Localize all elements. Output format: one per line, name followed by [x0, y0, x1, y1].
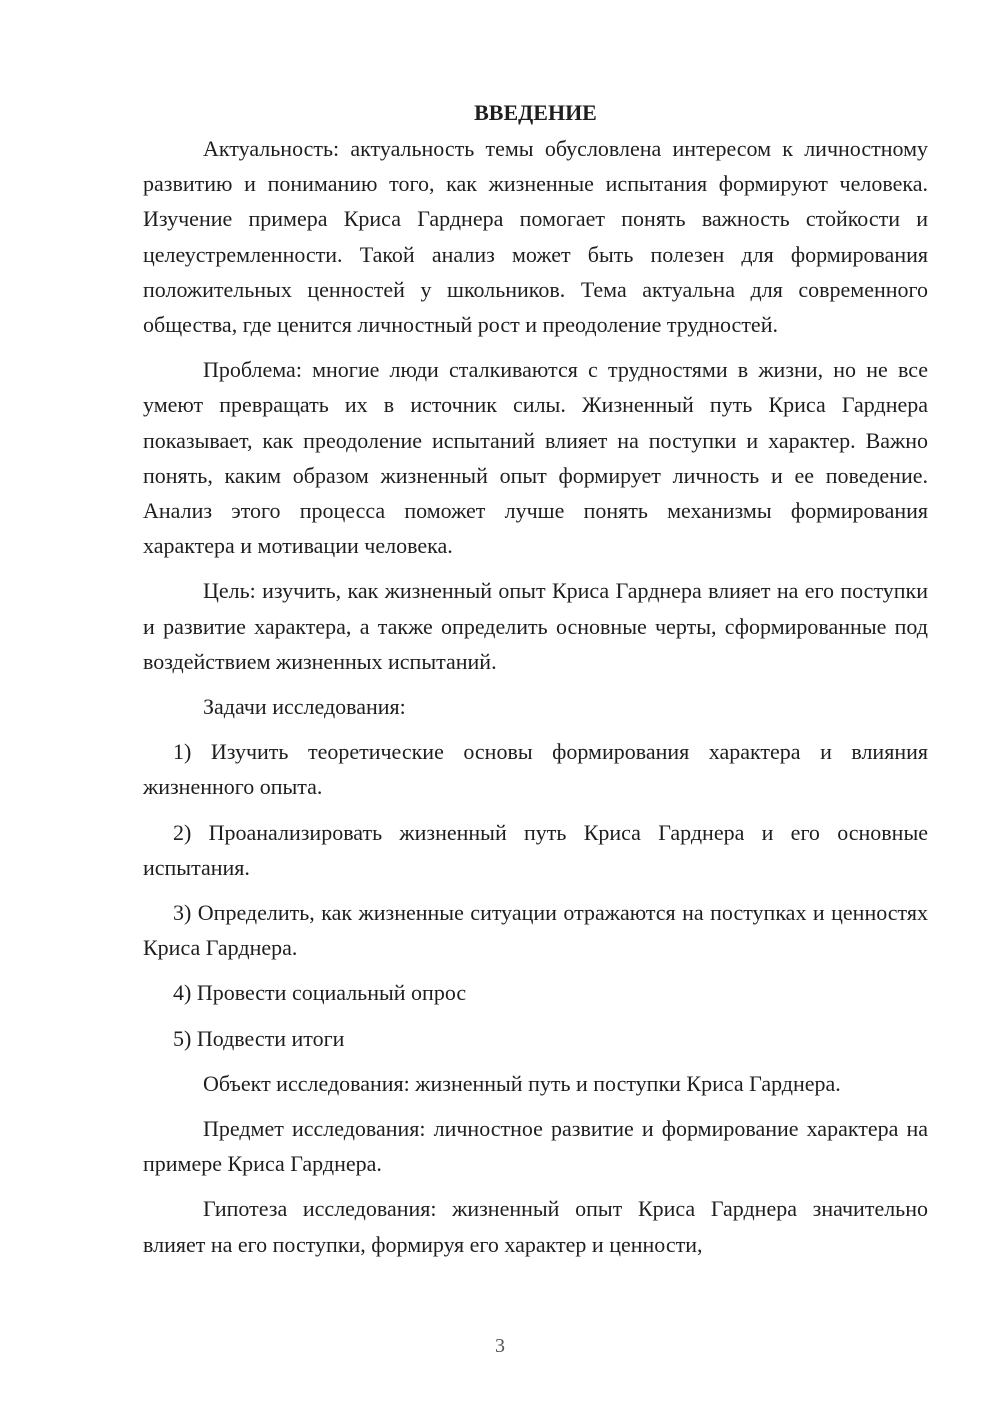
relevance-paragraph: Актуальность: актуальность темы обусловлена интересом к личностному развитию и пониманию того, как жизненные испытания формируют человека. Изучение примера Криса Гарднера помогает понять важность стойкости и целеустремленности. Такой анализ может быть полезен для формирования положительных ценностей у школьников. Тема актуальна для современного общества, где ценится личностный рост и преодоление трудностей.	[143, 136, 928, 338]
task-item-2: 2) Проанализировать жизненный путь Криса Гарднера и его основные испытания.	[143, 819, 928, 880]
object-paragraph: Объект исследования: жизненный путь и поступки Криса Гарднера.	[203, 1070, 841, 1096]
document-page	[143, 95, 928, 1272]
task-item-4: 4) Провести социальный опрос	[173, 980, 467, 1006]
task-item-3: 3) Определить, как жизненные ситуации отражаются на поступках и ценностях Криса Гарднера.	[143, 900, 928, 961]
hypothesis-paragraph: Гипотеза исследования: жизненный опыт Криса Гарднера значительно влияет на его поступки, формируя его характер и ценности,	[143, 1196, 928, 1257]
goal-paragraph: Цель: изучить, как жизненный опыт Криса Гарднера влияет на его поступки и развитие характера, а также определить основные черты, сформированные под воздействием жизненных испытаний.	[143, 578, 928, 674]
section-title: ВВЕДЕНИЕ	[474, 100, 597, 125]
problem-paragraph: Проблема: многие люди сталкиваются с трудностями в жизни, но не все умеют превращать их в источник силы. Жизненный путь Криса Гарднера показывает, как преодоление испытаний влияет на поступки и характер. Важно понять, каким образом жизненный опыт формирует личность и ее поведение. Анализ этого процесса поможет лучше понять механизмы формирования характера и мотивации человека.	[143, 357, 928, 559]
task-item-5: 5) Подвести итоги	[173, 1025, 345, 1051]
tasks-heading: Задачи исследования:	[203, 694, 406, 720]
subject-paragraph: Предмет исследования: личностное развитие и формирование характера на примере Криса Гарднера.	[143, 1116, 928, 1177]
task-item-1: 1) Изучить теоретические основы формирования характера и влияния жизненного опыта.	[143, 739, 928, 800]
page-number: 3	[495, 1335, 505, 1357]
